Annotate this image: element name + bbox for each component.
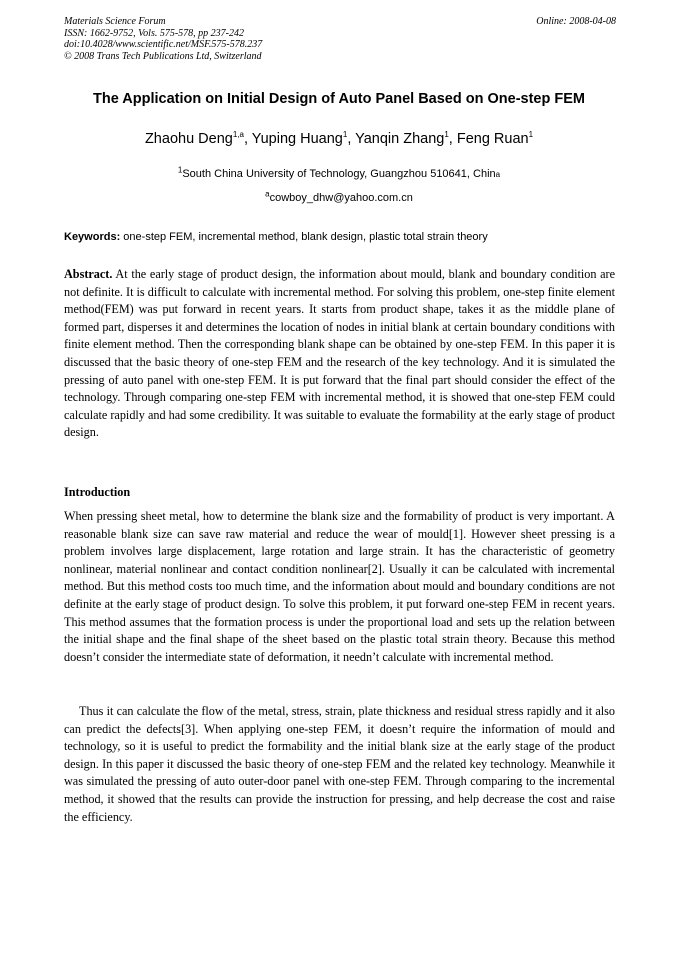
author-sep: , (347, 131, 356, 147)
issn-line: ISSN: 1662-9752, Vols. 575-578, pp 237-242 (64, 27, 244, 39)
author (457, 131, 533, 147)
section-heading-introduction: Introduction (64, 485, 131, 499)
affiliation-tail: a (495, 170, 501, 179)
author-affil-sup: 1,a (232, 130, 244, 140)
keywords (64, 231, 616, 243)
affiliation (0, 165, 678, 180)
author-name: Yuping Huang (251, 131, 343, 147)
copyright-line: © 2008 Trans Tech Publications Ltd, Switzerland (64, 50, 262, 62)
author-name: Yanqin Zhang (355, 131, 445, 147)
online-date: Online: 2008-04-08 (536, 16, 616, 27)
author-sep: , (243, 131, 252, 147)
author-list (0, 131, 678, 147)
author-affil-sup: 1 (342, 130, 348, 140)
author (355, 131, 457, 147)
affiliation-text: South China University of Technology, Guangzhou 510641, Chin (182, 168, 496, 180)
paper-title: The Application on Initial Design of Auto Panel Based on One-step FEM (93, 91, 585, 107)
author-affil-sup: 1 (444, 130, 449, 140)
keywords-label: Keywords: (64, 231, 121, 243)
abstract-label: Abstract. (64, 267, 113, 281)
abstract (64, 266, 615, 442)
author-name: Zhaohu Deng (144, 131, 233, 147)
doi-line: doi:10.4028/www.scientific.net/MSF.575-578.237 (64, 39, 263, 50)
author (252, 131, 355, 147)
intro-paragraph-1: When pressing sheet metal, how to determine the blank size and the formability of product is very important. A reasonable blank size can save raw material and reduce the wear of mould[1]. However sheet pressing is a problem involves large displacement, large rotation and large strain. It has the characteristic of geometry nonlinear, material nonlinear and contact condition nonlinear[2]. Usually it can be calculated with incremental method. But this method costs too much time, and the information about mould and boundary conditions are not definite at the early stage of product design. To solve this problem, it put forward one-step FEM in recent years. This method assumes that the formation process is under the proportional load and sets up the relation between the initial shape and the final shape of the sheet based on the plastic total strain theory. Because this method doesn’t consider the intermediate state of deformation, it needn’t calculate with incremental method. (64, 509, 615, 664)
journal-name: Materials Science Forum (64, 16, 166, 27)
email-sup: a (265, 189, 270, 199)
journal-header (64, 16, 616, 62)
intro-paragraph-2: Thus it can calculate the flow of the metal, stress, strain, plate thickness and residual stress rapidly and it also can predict the defects[3]. When applying one-step FEM, it doesn’t require the information of mould and technology, so it is useful to predict the formability and the initial blank size at the early stage of the product design. In this paper it discussed the basic theory of one-step FEM and the related key technology. Meanwhile it was simulated the pressing of auto outer-door panel with one-step FEM. Through comparing to the incremental method, it showed that the results can provide the instruction for pressing, and help decrease the cost and raise the efficiency. (64, 704, 615, 824)
author-name: Feng Ruan (456, 131, 529, 147)
author (145, 131, 252, 147)
keywords-text: one-step FEM, incremental method, blank design, plastic total strain theory (120, 231, 488, 243)
affiliation-sup: 1 (177, 165, 183, 175)
author-email (0, 189, 678, 204)
email-link[interactable]: cowboy_dhw@yahoo.com.cn (269, 192, 413, 204)
author-sep: , (448, 131, 457, 147)
author-affil-sup: 1 (528, 130, 534, 140)
abstract-text: At the early stage of product design, the information about mould, blank and boundary condition are not definite. It is difficult to calculate with incremental method. For solving this problem, one-step finite element method(FEM) was put forward in recent years. It starts from product shape, takes it as the middle plane of formed part, disperses it and determines the location of nodes in initial blank at certain boundary conditions with finite element method. Then the corresponding blank shape can be obtained by one-step FEM. In this paper it is discussed that the basic theory of one-step FEM and the research of the key technology. And it is simulated the pressing of auto panel with one-step FEM. It is put forward that the final part should consider the effect of the technology. Through comparing one-step FEM with incremental method, it is showed that one-step FEM could calculate rapidly and had some credibility. It was suitable to evaluate the formability at the early stage of product design. (64, 267, 615, 440)
